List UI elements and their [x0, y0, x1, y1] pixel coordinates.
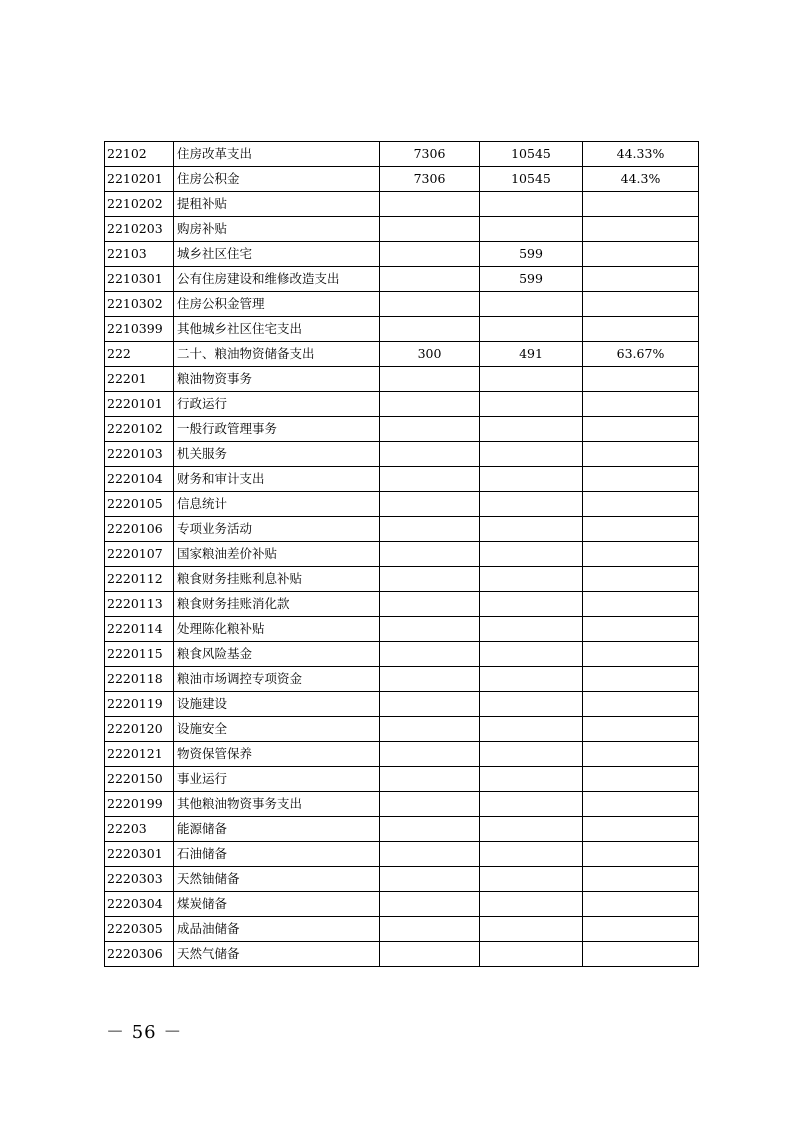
name-cell: 其他粮油物资事务支出 — [174, 792, 380, 817]
table-row — [105, 192, 699, 217]
code-cell: 22103 — [105, 242, 174, 267]
code-cell: 222 — [105, 342, 174, 367]
rate-cell — [583, 192, 699, 217]
rate-cell — [583, 667, 699, 692]
code-cell: 2220120 — [105, 717, 174, 742]
rate-cell — [583, 867, 699, 892]
table-row — [105, 467, 699, 492]
value-cell — [380, 392, 480, 417]
rate-cell — [583, 567, 699, 592]
table-row — [105, 442, 699, 467]
name-cell: 事业运行 — [174, 767, 380, 792]
rate-cell: 63.67% — [583, 342, 699, 367]
value-cell — [380, 417, 480, 442]
code-cell: 2210202 — [105, 192, 174, 217]
rate-cell — [583, 767, 699, 792]
table-row — [105, 592, 699, 617]
name-cell: 公有住房建设和维修改造支出 — [174, 267, 380, 292]
value-cell — [480, 667, 583, 692]
table-row — [105, 792, 699, 817]
rate-cell — [583, 617, 699, 642]
value-cell — [480, 692, 583, 717]
value-cell — [380, 192, 480, 217]
code-cell: 2220118 — [105, 667, 174, 692]
value-cell — [380, 717, 480, 742]
value-cell — [380, 667, 480, 692]
value-cell — [380, 767, 480, 792]
value-cell — [480, 842, 583, 867]
name-cell: 机关服务 — [174, 442, 380, 467]
table-row — [105, 267, 699, 292]
value-cell — [380, 742, 480, 767]
code-cell: 2210203 — [105, 217, 174, 242]
rate-cell — [583, 317, 699, 342]
code-cell: 2210201 — [105, 167, 174, 192]
value-cell: 599 — [480, 267, 583, 292]
value-cell — [480, 892, 583, 917]
table-row — [105, 542, 699, 567]
rate-cell — [583, 517, 699, 542]
value-cell — [480, 717, 583, 742]
rate-cell — [583, 717, 699, 742]
table-row — [105, 317, 699, 342]
code-cell: 2220103 — [105, 442, 174, 467]
value-cell: 7306 — [380, 142, 480, 167]
value-cell — [480, 292, 583, 317]
name-cell: 粮油物资事务 — [174, 367, 380, 392]
table-row — [105, 417, 699, 442]
value-cell — [480, 442, 583, 467]
value-cell: 10545 — [480, 142, 583, 167]
table-row — [105, 242, 699, 267]
value-cell — [380, 267, 480, 292]
name-cell: 行政运行 — [174, 392, 380, 417]
code-cell: 2220306 — [105, 942, 174, 967]
value-cell — [380, 617, 480, 642]
name-cell: 石油储备 — [174, 842, 380, 867]
rate-cell — [583, 692, 699, 717]
rate-cell — [583, 942, 699, 967]
table-row — [105, 517, 699, 542]
table-row — [105, 942, 699, 967]
table-row — [105, 692, 699, 717]
value-cell — [380, 892, 480, 917]
value-cell: 7306 — [380, 167, 480, 192]
value-cell — [480, 742, 583, 767]
rate-cell: 44.3% — [583, 167, 699, 192]
rate-cell — [583, 492, 699, 517]
value-cell — [380, 792, 480, 817]
code-cell: 2220304 — [105, 892, 174, 917]
value-cell: 10545 — [480, 167, 583, 192]
name-cell: 物资保管保养 — [174, 742, 380, 767]
code-cell: 2220102 — [105, 417, 174, 442]
rate-cell — [583, 892, 699, 917]
value-cell — [480, 817, 583, 842]
name-cell: 国家粮油差价补贴 — [174, 542, 380, 567]
table-row — [105, 492, 699, 517]
table-row — [105, 642, 699, 667]
name-cell: 粮油市场调控专项资金 — [174, 667, 380, 692]
rate-cell — [583, 742, 699, 767]
code-cell: 2210302 — [105, 292, 174, 317]
code-cell: 22203 — [105, 817, 174, 842]
value-cell — [480, 942, 583, 967]
code-cell: 2220150 — [105, 767, 174, 792]
value-cell — [380, 467, 480, 492]
table-row — [105, 817, 699, 842]
rate-cell — [583, 292, 699, 317]
code-cell: 22201 — [105, 367, 174, 392]
rate-cell: 44.33% — [583, 142, 699, 167]
rate-cell — [583, 217, 699, 242]
value-cell — [480, 467, 583, 492]
table-row — [105, 667, 699, 692]
code-cell: 2220301 — [105, 842, 174, 867]
value-cell — [480, 867, 583, 892]
value-cell: 300 — [380, 342, 480, 367]
table-row — [105, 917, 699, 942]
code-cell: 2220305 — [105, 917, 174, 942]
rate-cell — [583, 542, 699, 567]
name-cell: 住房公积金 — [174, 167, 380, 192]
code-cell: 2210399 — [105, 317, 174, 342]
name-cell: 粮食财务挂账利息补贴 — [174, 567, 380, 592]
table-row — [105, 767, 699, 792]
budget-table — [104, 141, 699, 967]
code-cell: 2220121 — [105, 742, 174, 767]
value-cell — [380, 692, 480, 717]
code-cell: 2220107 — [105, 542, 174, 567]
value-cell — [480, 217, 583, 242]
rate-cell — [583, 417, 699, 442]
value-cell — [480, 567, 583, 592]
value-cell — [480, 192, 583, 217]
code-cell: 2220303 — [105, 867, 174, 892]
value-cell — [380, 567, 480, 592]
rate-cell — [583, 792, 699, 817]
table-row — [105, 392, 699, 417]
name-cell: 天然气储备 — [174, 942, 380, 967]
code-cell: 2220115 — [105, 642, 174, 667]
value-cell — [380, 642, 480, 667]
table-row — [105, 717, 699, 742]
table-row — [105, 892, 699, 917]
name-cell: 住房改革支出 — [174, 142, 380, 167]
table-row — [105, 567, 699, 592]
table-row — [105, 217, 699, 242]
value-cell — [380, 492, 480, 517]
table-row — [105, 292, 699, 317]
code-cell: 2220199 — [105, 792, 174, 817]
table-row — [105, 367, 699, 392]
rate-cell — [583, 367, 699, 392]
name-cell: 住房公积金管理 — [174, 292, 380, 317]
rate-cell — [583, 242, 699, 267]
value-cell — [380, 867, 480, 892]
rate-cell — [583, 842, 699, 867]
name-cell: 粮食风险基金 — [174, 642, 380, 667]
rate-cell — [583, 467, 699, 492]
table-row — [105, 742, 699, 767]
value-cell: 491 — [480, 342, 583, 367]
table-row — [105, 842, 699, 867]
budget-table-body — [105, 142, 699, 967]
name-cell: 设施建设 — [174, 692, 380, 717]
value-cell — [380, 517, 480, 542]
value-cell: 599 — [480, 242, 583, 267]
name-cell: 一般行政管理事务 — [174, 417, 380, 442]
value-cell — [480, 792, 583, 817]
name-cell: 其他城乡社区住宅支出 — [174, 317, 380, 342]
value-cell — [480, 542, 583, 567]
value-cell — [480, 417, 583, 442]
name-cell: 二十、粮油物资储备支出 — [174, 342, 380, 367]
value-cell — [480, 492, 583, 517]
table-row — [105, 617, 699, 642]
value-cell — [380, 842, 480, 867]
rate-cell — [583, 917, 699, 942]
table-row — [105, 342, 699, 367]
value-cell — [380, 317, 480, 342]
code-cell: 2220104 — [105, 467, 174, 492]
rate-cell — [583, 592, 699, 617]
rate-cell — [583, 392, 699, 417]
value-cell — [480, 367, 583, 392]
code-cell: 2220106 — [105, 517, 174, 542]
code-cell: 2210301 — [105, 267, 174, 292]
value-cell — [480, 392, 583, 417]
value-cell — [380, 242, 480, 267]
name-cell: 专项业务活动 — [174, 517, 380, 542]
name-cell: 购房补贴 — [174, 217, 380, 242]
value-cell — [380, 917, 480, 942]
rate-cell — [583, 267, 699, 292]
code-cell: 2220101 — [105, 392, 174, 417]
code-cell: 2220112 — [105, 567, 174, 592]
rate-cell — [583, 817, 699, 842]
name-cell: 财务和审计支出 — [174, 467, 380, 492]
code-cell: 2220113 — [105, 592, 174, 617]
code-cell: 2220119 — [105, 692, 174, 717]
name-cell: 处理陈化粮补贴 — [174, 617, 380, 642]
value-cell — [380, 592, 480, 617]
table-row — [105, 867, 699, 892]
rate-cell — [583, 642, 699, 667]
value-cell — [480, 767, 583, 792]
value-cell — [480, 317, 583, 342]
value-cell — [480, 917, 583, 942]
value-cell — [480, 642, 583, 667]
value-cell — [380, 292, 480, 317]
value-cell — [380, 217, 480, 242]
name-cell: 设施安全 — [174, 717, 380, 742]
name-cell: 城乡社区住宅 — [174, 242, 380, 267]
value-cell — [480, 592, 583, 617]
value-cell — [380, 942, 480, 967]
rate-cell — [583, 442, 699, 467]
code-cell: 2220114 — [105, 617, 174, 642]
value-cell — [380, 367, 480, 392]
page-number: － 56 － — [106, 1022, 183, 1043]
table-row — [105, 142, 699, 167]
name-cell: 成品油储备 — [174, 917, 380, 942]
value-cell — [380, 817, 480, 842]
name-cell: 天然铀储备 — [174, 867, 380, 892]
code-cell: 2220105 — [105, 492, 174, 517]
value-cell — [480, 617, 583, 642]
value-cell — [480, 517, 583, 542]
name-cell: 信息统计 — [174, 492, 380, 517]
name-cell: 煤炭储备 — [174, 892, 380, 917]
name-cell: 提租补贴 — [174, 192, 380, 217]
table-row — [105, 167, 699, 192]
name-cell: 粮食财务挂账消化款 — [174, 592, 380, 617]
name-cell: 能源储备 — [174, 817, 380, 842]
value-cell — [380, 442, 480, 467]
code-cell: 22102 — [105, 142, 174, 167]
value-cell — [380, 542, 480, 567]
